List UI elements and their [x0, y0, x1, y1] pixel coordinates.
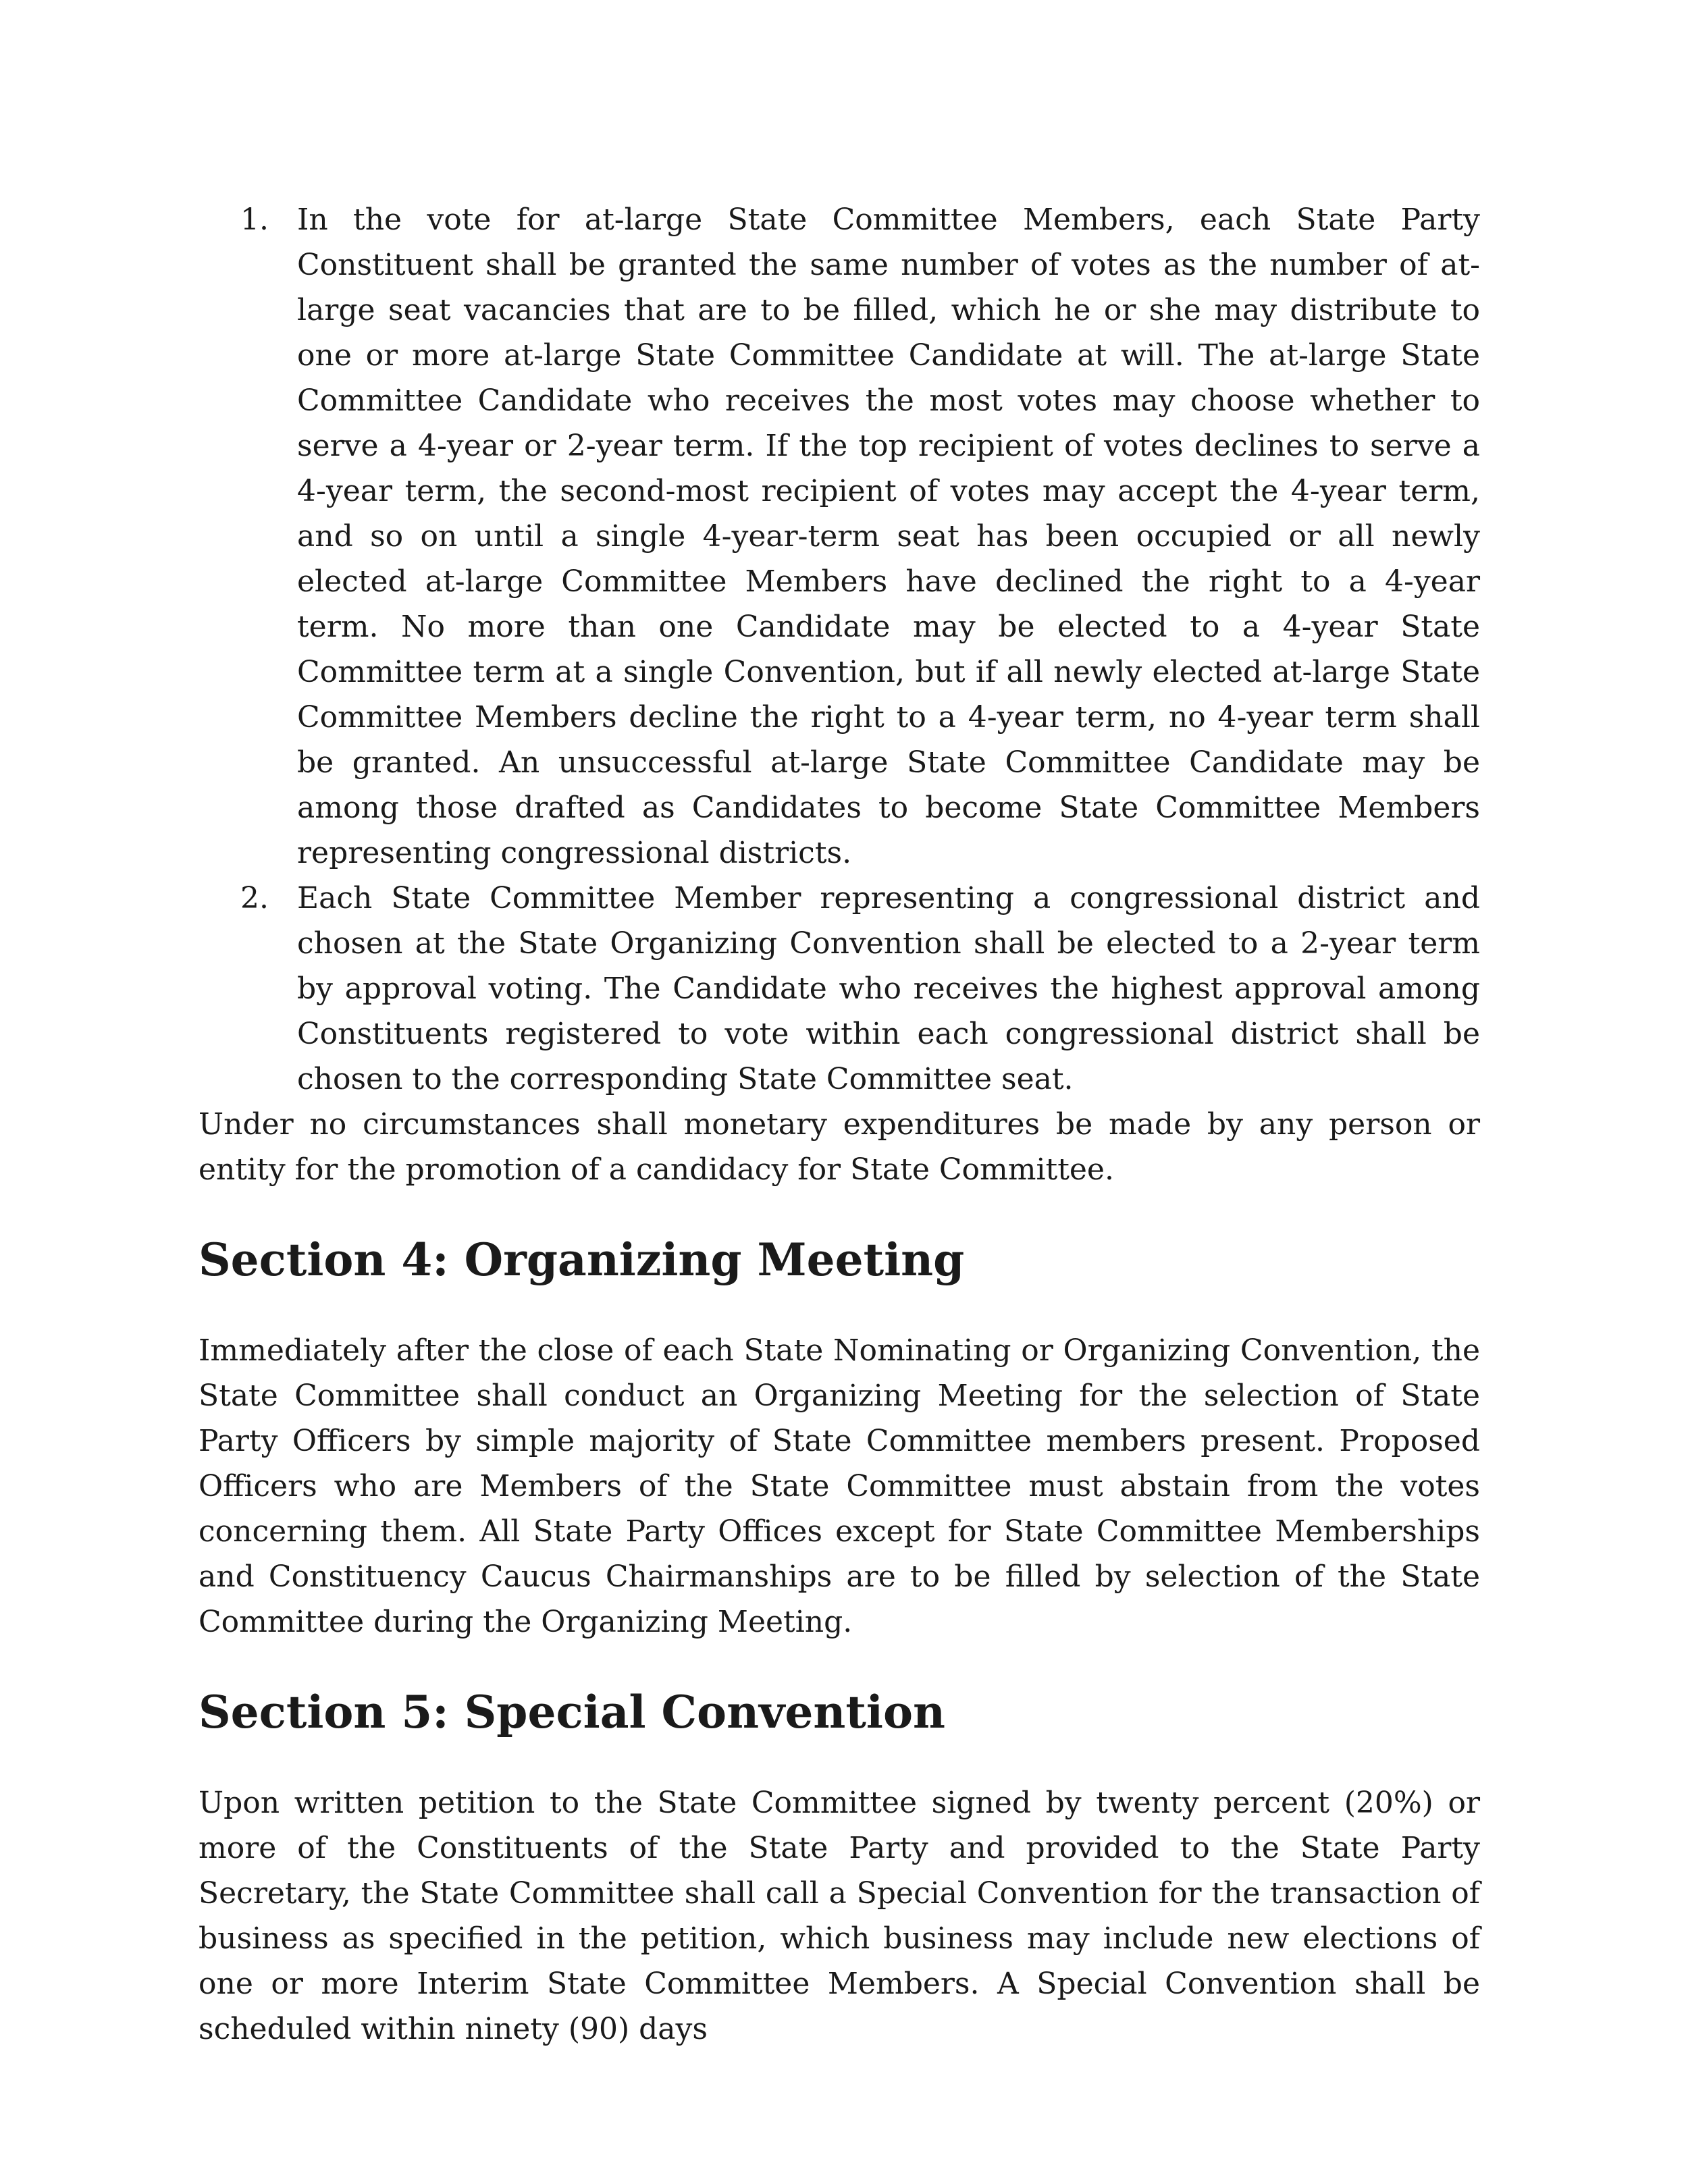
list-marker: 1. [240, 203, 269, 237]
list-item [199, 197, 1480, 876]
document-page [199, 197, 1480, 2052]
list-marker: 2. [240, 881, 269, 915]
expenditure-paragraph: Under no circumstances shall monetary expenditures be made by any person or entity for the promotion of a candidacy for State Committee. [199, 1107, 1480, 1187]
section-4-body: Immediately after the close of each State Nominating or Organizing Convention, the State Committee shall conduct an Organizing Meeting for the selection of State Party Officers by simple majority of State Committee members present. Proposed Officers who are Members of the State Committee must abstain from the votes concerning them. All State Party Offices except for State Committee Memberships and Constituency Caucus Chairmanships are to be filled by selection of the State Committee during the Organizing Meeting. [199, 1333, 1480, 1639]
list-item-text: Each State Committee Member representing a congressional district and chosen at the State Organizing Convention shall be elected to a 2-year term by approval voting. The Candidate who receives the highest approval among Constituents registered to vote within each congressional district shall be chosen to the corresponding State Committee seat. [297, 881, 1480, 1096]
election-rules-list [199, 197, 1480, 1102]
section-5-heading: Section 5: Special Convention [199, 1686, 945, 1738]
list-item-text: In the vote for at-large State Committee Members, each State Party Constituent shall be granted the same number of votes as the number of at-large seat vacancies that are to be filled, which he or she may distribute to one or more at-large State Committee Candidate at will. The at-large State Committee Candidate who receives the most votes may choose whether to serve a 4-year or 2-year term. If the top recipient of votes declines to serve a 4-year term, the second-most recipient of votes may accept the 4-year term, and so on until a single 4-year-term seat has been occupied or all newly elected at-large Committee Members have declined the right to a 4-year term. No more than one Candidate may be elected to a 4-year State Committee term at a single Convention, but if all newly elected at-large State Committee Members decline the right to a 4-year term, no 4-year term shall be granted. An unsuccessful at-large State Committee Candidate may be among those drafted as Candidates to become State Committee Members representing congressional districts. [297, 203, 1480, 870]
section-4-heading: Section 4: Organizing Meeting [199, 1233, 965, 1286]
section-5-body: Upon written petition to the State Committee signed by twenty percent (20%) or more of the Constituents of the State Party and provided to the State Party Secretary, the State Committee shall call a Special Convention for the transaction of business as specified in the petition, which business may include new elections of one or more Interim State Committee Members. A Special Convention shall be scheduled within ninety (90) days [199, 1786, 1480, 2046]
list-item [199, 876, 1480, 1102]
